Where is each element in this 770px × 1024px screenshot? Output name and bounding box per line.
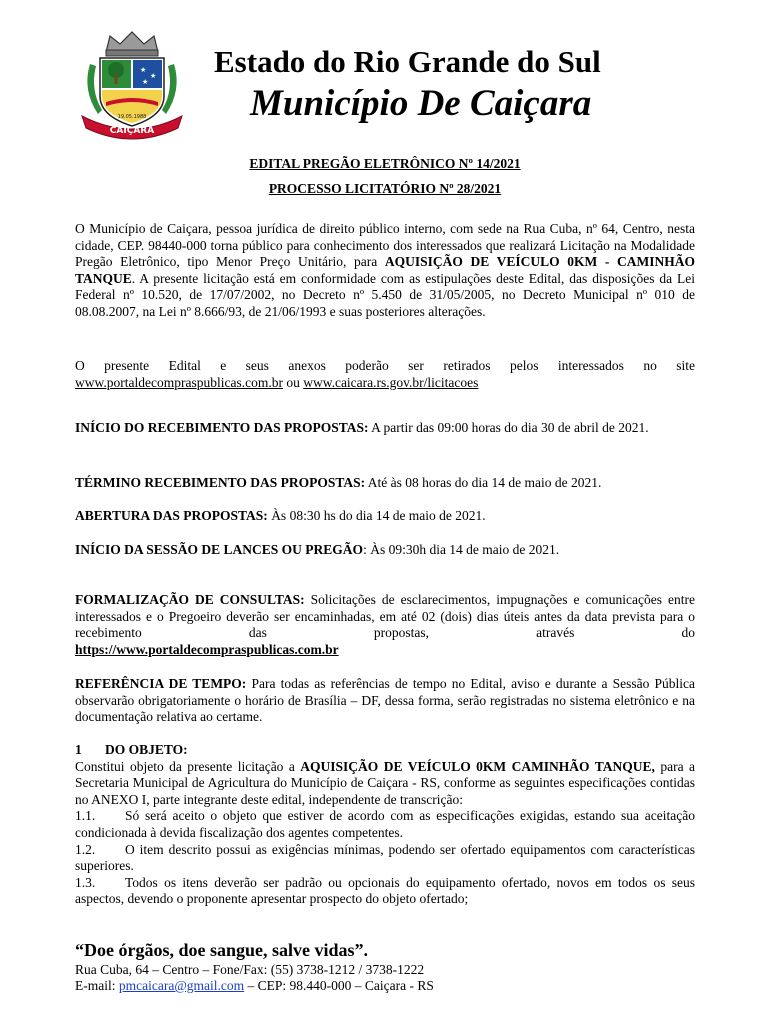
termino-label: TÉRMINO RECEBIMENTO DAS PROPOSTAS: (75, 475, 366, 490)
referencia-text: Para todas as referências de tempo no Edital, aviso e durante a Sessão Pública observarão obrigatoriamente o horário de Brasília – DF, dessa forma, serão registradas no sistema eletrônico e na documentação relativa ao certame. (75, 676, 696, 725)
consultas-paragraph (75, 592, 695, 658)
objeto-heading-text: DO OBJETO: (105, 742, 188, 757)
consultas-text: Solicitações de esclarecimentos, impugnações e comunicações entre interessados e o Pregoeiro deverão ser encaminhadas, em até 02 (dois) dias úteis antes da data prevista para o recebimento das propostas, através do (75, 592, 696, 641)
footer-contact (75, 978, 434, 994)
sessao-text: : Às 09:30h dia 14 de maio de 2021. (363, 542, 560, 557)
caicara-licitacoes-link[interactable]: www.caicara.rs.gov.br/licitacoes (303, 374, 479, 390)
objeto-item-text: Todos os itens deverão ser padrão ou opcionais do equipamento ofertado, novos em todos os seus aspectos, devendo o proponente apresentar prospecto do objeto ofertado; (75, 874, 695, 907)
intro-object: AQUISIÇÃO DE VEÍCULO 0KM - CAMINHÃO TANQUE (75, 254, 695, 286)
inicio-recebimento-paragraph (75, 420, 695, 437)
footer-email-suffix: – CEP: 98.440-000 – Caiçara - RS (244, 978, 434, 993)
objeto-text-a: Constitui objeto da presente licitação a (75, 758, 301, 774)
objeto-item (75, 842, 695, 875)
municipality-title: Município De Caiçara (250, 83, 592, 124)
abertura-text: Às 08:30 hs do dia 14 de maio de 2021. (267, 508, 486, 523)
retrieval-paragraph (75, 358, 695, 391)
email-link[interactable]: pmcaicara@gmail.com (118, 978, 245, 993)
state-title: Estado do Rio Grande do Sul (214, 44, 601, 79)
footer-email-prefix: E-mail: (75, 978, 119, 993)
objeto-number: 1 (75, 742, 82, 757)
svg-text:★: ★ (140, 66, 147, 74)
termino-recebimento-paragraph (75, 475, 695, 492)
municipal-crest-icon (76, 30, 188, 140)
objeto-item-number: 1.3. (75, 874, 96, 890)
sessao-paragraph (75, 542, 695, 559)
intro-text-b: . A presente licitação está em conformidade com as estipulações deste Edital, das disposições da Lei Federal nº 10.520, de 17/07/2002, no Decreto nº 5.450 de 31/05/2005, no Decreto Municipal nº 010 de 08.08.2007, na Lei nº 8.666/93, de 21/06/1993 e suas posteriores alterações. (75, 270, 695, 319)
objeto-item-text: Só será aceito o objeto que estiver de acordo com as especificações exigidas, estando sua aceitação condicionada à devida fiscalização dos agentes competentes. (75, 808, 695, 840)
objeto-bold: AQUISIÇÃO DE VEÍCULO 0KM CAMINHÃO TANQUE, (300, 758, 655, 774)
sessao-label: INÍCIO DA SESSÃO DE LANCES OU PREGÃO (75, 542, 364, 557)
portal-link[interactable]: www.portaldecompraspublicas.com.br (75, 374, 283, 390)
referencia-label: REFERÊNCIA DE TEMPO: (75, 676, 247, 691)
objeto-item-number: 1.2. (75, 841, 96, 857)
retrieval-or: ou (282, 374, 304, 390)
objeto-item-number: 1.1. (75, 808, 96, 824)
svg-text:★: ★ (142, 78, 149, 86)
objeto-item (75, 808, 695, 841)
objeto-heading (75, 742, 695, 759)
edital-title: EDITAL PREGÃO ELETRÔNICO Nº 14/2021 (249, 156, 521, 171)
crest-ribbon-text: CAIÇARA (109, 126, 155, 136)
inicio-label: INÍCIO DO RECEBIMENTO DAS PROPOSTAS: (75, 420, 369, 435)
consultas-portal-link[interactable]: https://www.portaldecompraspublicas.com.br (75, 641, 339, 657)
crest-date-text: 19.05.1988 (117, 114, 147, 120)
inicio-text: A partir das 09:00 horas do dia 30 de abril de 2021. (368, 420, 649, 435)
objeto-section (75, 742, 695, 908)
svg-text:★: ★ (150, 72, 157, 80)
consultas-label: FORMALIZAÇÃO DE CONSULTAS: (75, 592, 305, 607)
abertura-label: ABERTURA DAS PROPOSTAS: (75, 508, 268, 523)
objeto-item (75, 875, 695, 908)
referencia-paragraph (75, 676, 695, 726)
intro-paragraph (75, 221, 695, 321)
objeto-item-text: O item descrito possui as exigências mínimas, podendo ser ofertado equipamentos com características superiores. (75, 841, 695, 874)
processo-title: PROCESSO LICITATÓRIO Nº 28/2021 (268, 181, 502, 196)
objeto-paragraph (75, 759, 695, 809)
objeto-text-b: para a Secretaria Municipal de Agricultura do Município de Caiçara - RS, conforme as seguintes especificações contidas no ANEXO I, parte integrante deste edital, independente de transcrição: (75, 758, 695, 807)
footer-quote: “Doe órgãos, doe sangue, salve vidas”. (75, 940, 369, 960)
abertura-paragraph (75, 508, 695, 525)
termino-text: Até às 08 horas do dia 14 de maio de 2021. (365, 475, 602, 490)
retrieval-text: O presente Edital e seus anexos poderão ser retirados pelos interessados no site (75, 358, 695, 373)
footer-address: Rua Cuba, 64 – Centro – Fone/Fax: (55) 3738-1212 / 3738-1222 (75, 962, 425, 977)
intro-text-a: O Município de Caiçara, pessoa jurídica de direito público interno, com sede na Rua Cuba, nº 64, Centro, nesta cidade, CEP. 98440-000 torna público para conhecimento dos interessados que realizará Licitação na Modalidade Pregão Eletrônico, tipo Menor Preço Unitário, para (75, 221, 695, 270)
